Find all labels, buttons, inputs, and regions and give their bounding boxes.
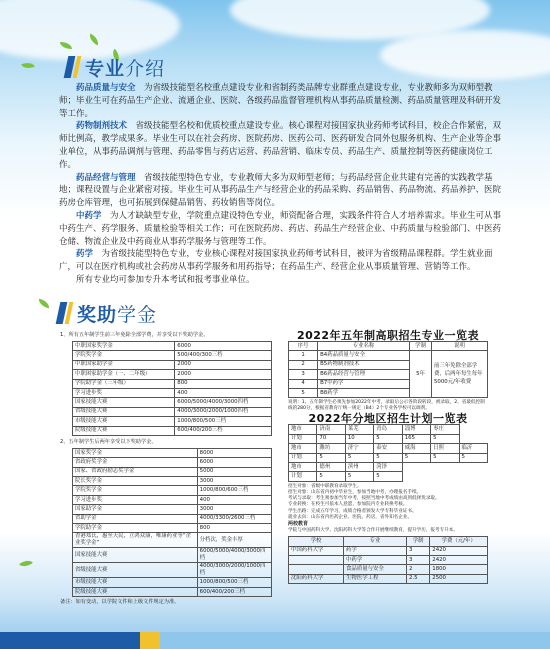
major-paragraph: 药品经营与管理 省级技能型特色专业，专业教师大多为双师型老师；与药品经营企业共建有完善的实践教学基地；课程设置与企业紧密对接。毕业生可从事药品生产与经营企业的药品采购、药品销售、药品物流、药品养护、医院药房仓库管理，也可拓展到保健品销售、药妆销售等岗位。 <box>59 172 502 209</box>
scholarship-table-1 <box>72 341 272 436</box>
table-row <box>289 472 488 481</box>
table-cell: 5 <box>374 453 402 462</box>
table-cell: 800 <box>197 524 271 533</box>
table-cell: 济宁 <box>345 444 373 453</box>
table-cell: B6药品经营与管理 <box>318 370 410 379</box>
table-cell: 学习进步奖 <box>73 495 198 504</box>
table-cell: 1000/800/500三档 <box>197 578 271 587</box>
table-cell: 中国药科大学 <box>289 546 344 555</box>
table-cell: 5 <box>431 453 459 462</box>
table-cell: 4000/3000/2000/1000四档 <box>175 407 272 416</box>
table-cell: 市级技能大赛 <box>73 417 175 426</box>
table-cell: 5 <box>289 388 318 397</box>
region-note: 专业转换：在校生可依本人意愿，参加院内专业转换考核。 <box>288 502 408 508</box>
table-row <box>73 563 272 578</box>
table-cell: 省助学金 <box>73 514 198 523</box>
table-cell: 学院助学金（三年级） <box>73 379 175 388</box>
plan-title: 2022年五年制高职招生专业一览表 <box>296 329 480 342</box>
cloud-decoration <box>380 30 550 80</box>
table-cell: 中职国家助学金 <box>73 360 175 369</box>
table-cell: 沈阳药科大学 <box>289 574 344 583</box>
table-cell: 中职困家助学金（一、二年级） <box>73 370 175 379</box>
table-cell: 6000 <box>175 342 272 351</box>
region-note: 招生对象：山东省内初中毕业生，参加当地中考，办理报名手续。 <box>288 489 422 495</box>
table-row <box>73 351 272 360</box>
table-cell: 省政府奖学金 <box>73 458 198 467</box>
region-note: 招生对象：省级中职教育录取学生。 <box>288 483 362 489</box>
table-cell: 500/400/300三档 <box>175 351 272 360</box>
table-row <box>73 467 272 476</box>
table-cell: 菏泽 <box>374 462 402 471</box>
region-note: 就业去向：山东省内医药企业、医院、药店，省外知名企业。 <box>288 514 413 520</box>
table-cell: 国家助学金 <box>73 505 198 514</box>
table-cell: 计划 <box>289 453 317 462</box>
table-cell: 3000 <box>197 505 271 514</box>
table-row <box>73 448 272 457</box>
table-cell: 省级技能大赛 <box>73 407 175 416</box>
enrollment-panel <box>288 329 488 584</box>
table-cell: 5 <box>374 434 402 443</box>
scholarship-section-2-title: 2、五年制学生后两年享受以下奖助学金。 <box>60 438 157 445</box>
table-cell: 10 <box>345 434 373 443</box>
region-title: 2022年分地区招生计划一览表 <box>308 412 468 426</box>
table-cell: 潍坊 <box>317 444 345 453</box>
table-cell: 莱芜 <box>345 425 373 434</box>
table-header: 说明 <box>432 342 488 351</box>
table-row <box>73 505 272 514</box>
table-cell: 2420 <box>430 546 488 555</box>
table-cell: 4000/3300/2600三档 <box>197 514 271 523</box>
table-cell: 70 <box>317 434 345 443</box>
table-row <box>73 578 272 587</box>
majors-intro <box>59 82 505 287</box>
table-cell: 院级技能大赛 <box>73 587 198 596</box>
table-cell: 临沂 <box>459 444 487 453</box>
table-row <box>289 565 488 574</box>
table-row <box>73 379 272 388</box>
table-row <box>73 587 272 596</box>
table-row <box>73 388 272 397</box>
table-cell: 地市 <box>289 425 317 434</box>
table-cell: 国家、省政府励志奖学金 <box>73 467 198 476</box>
table-row <box>73 495 272 504</box>
table-cell: 泰安 <box>374 444 402 453</box>
region-note: 考试与录取：考生须参加当年中考，按照当地中考成绩由高到低择优录取。 <box>288 496 440 502</box>
table-cell: 5 <box>374 472 402 481</box>
table-cell: 学习进步奖 <box>73 388 175 397</box>
leaf-decoration <box>21 60 35 71</box>
table-header: 专业名称 <box>318 342 410 351</box>
majors-footer: 所有专业均可参加专升本考试和报考事业单位。 <box>76 274 255 285</box>
table-cell: 1800 <box>430 565 488 574</box>
table-cell: 国家技能大赛 <box>73 548 198 563</box>
table-cell <box>289 565 344 574</box>
table-cell: 3 <box>407 546 430 555</box>
table-row <box>73 548 272 563</box>
table-cell: 6000/5000/4000/3000四档 <box>175 398 272 407</box>
table-header: 序号 <box>289 342 318 351</box>
table-cell: 香港郑氏，惠至天民，立鸿众康，唯康药业等“企业奖学金” <box>73 533 198 548</box>
table-cell: 国家奖学金 <box>73 448 198 457</box>
cloud-decoration <box>0 0 180 60</box>
sub-text: 学院与中国药科大学、沈阳药科大学等合作开展继续教育，提升学历，报考专升本。 <box>288 527 458 533</box>
major-paragraph: 药学 为省级技能型特色专业，专业核心课程对接国家执业药师考试科目，被评为省级精品课程群。学生就业面广，可以在医疗机构或社会药房从事药学服务和用药指导；在药品生产、经营企业从事质量管理、营销等工作。 <box>59 249 493 273</box>
table-cell: 3 <box>407 555 430 564</box>
table-row <box>73 398 272 407</box>
table-cell: 400 <box>197 495 271 504</box>
table-cell: 生物医学工程 <box>344 574 407 583</box>
table-cell: 6000/5000/4000/3000四档 <box>197 548 271 563</box>
table-row <box>73 533 272 548</box>
table-row <box>73 417 272 426</box>
table-header: 专业 <box>344 537 407 546</box>
table-cell: 国家技能大赛 <box>73 398 175 407</box>
plan-duration: 5年 <box>410 351 432 398</box>
table-cell: 2420 <box>430 555 488 564</box>
table-cell: 院级技能大赛 <box>73 426 175 435</box>
table-row <box>289 555 488 564</box>
section-title: 专业介绍 <box>85 57 166 80</box>
table-cell: 3000 <box>197 477 271 486</box>
table-cell: 1000/800/600三档 <box>197 486 271 495</box>
table-cell: 400 <box>175 388 272 397</box>
table-cell: B7中药学 <box>318 379 410 388</box>
table-row <box>289 342 488 351</box>
table-cell: 2000 <box>175 370 272 379</box>
table-cell: 5 <box>317 472 345 481</box>
table-cell: 5 <box>459 453 487 462</box>
table-cell: 枣庄 <box>431 425 459 434</box>
table-row <box>73 370 272 379</box>
table-cell: 5 <box>345 472 373 481</box>
table-cell: 威海 <box>402 444 430 453</box>
table-cell: 地市 <box>289 462 317 471</box>
plan-desc: 前三年免除全部学费，后两年每生每年5000元/年收费 <box>432 351 488 398</box>
table-cell: 3 <box>289 370 318 379</box>
table-cell: 滨州 <box>345 462 373 471</box>
table-cell: 800 <box>175 379 272 388</box>
plan-note: 说明：1、五年制学生必须先参加2022年中考，录取后公示各阶段转段，被录取。2、省最低控制线的280分，根据省教育厅统一规定（B4）2个专业各学校可以调剂。 <box>288 400 485 412</box>
section-header-scholarship <box>58 300 157 326</box>
table-header: 学费（元/年） <box>430 537 488 546</box>
table-cell: 分档次，奖金丰厚 <box>197 533 271 548</box>
region-notes <box>288 484 488 521</box>
table-row <box>289 574 488 583</box>
table-cell: 省级技能大赛 <box>73 563 198 578</box>
table-cell: 学院助学金 <box>73 524 198 533</box>
table-row <box>73 360 272 369</box>
table-cell: 8000 <box>197 448 271 457</box>
table-header: 学校 <box>289 537 344 546</box>
table-cell: 院长奖学金 <box>73 477 198 486</box>
scholarship-panel <box>60 332 278 606</box>
table-header: 学制 <box>410 342 432 351</box>
table-cell: 6000 <box>197 458 271 467</box>
table-row <box>73 514 272 523</box>
leaf-decoration <box>19 557 33 570</box>
region-table <box>288 424 488 481</box>
table-row <box>289 462 488 471</box>
table-cell: 计划 <box>289 472 317 481</box>
table-cell: 中药学 <box>344 555 407 564</box>
leaf-decoration <box>37 299 50 309</box>
table-cell <box>289 555 344 564</box>
bottom-color-strip <box>0 632 550 649</box>
university-table <box>288 536 488 584</box>
table-cell: B5药物制剂技术 <box>318 360 410 369</box>
table-cell: 1000/800/500三档 <box>175 417 272 426</box>
table-cell: 2 <box>407 565 430 574</box>
major-paragraph: 中药学 为人才缺缺型专业，学院重点建设特色专业，师资配备合理，实践条件符合人才培养需求。毕业生可从事中药生产、药学服务、质量检验等相关工作；可在医院药房、药店、药品生产经营企业、中药质量与检验部门、中医药仓储、物流企业及中药商业从事药学服务与管理等工作。 <box>59 210 502 247</box>
table-row <box>289 425 488 434</box>
table-cell: 日照 <box>431 444 459 453</box>
table-cell: 计划 <box>289 434 317 443</box>
table-row <box>289 453 488 462</box>
table-cell: 学院奖学金 <box>73 486 198 495</box>
table-row <box>73 407 272 416</box>
table-cell: 165 <box>402 434 430 443</box>
table-row <box>289 351 488 360</box>
table-cell: 5000 <box>197 467 271 476</box>
table-cell: 学院奖学金 <box>73 351 175 360</box>
plan-table <box>288 341 488 398</box>
table-cell: 地市 <box>289 444 317 453</box>
major-paragraph: 药品质量与安全 为省级技能型名校重点建设专业和省制药类品牌专业群重点建设专业，专业教师多为双师型教师；毕业生可在药品生产企业、流通企业、医院、各级药品监督管理机构从事药品质量检测、药品质量管理及科研开发等工作。 <box>59 83 502 119</box>
scholarship-table-2 <box>72 448 272 597</box>
table-cell: 2000 <box>175 360 272 369</box>
table-row <box>289 444 488 453</box>
table-cell: 4000/3000/2000/1000四档 <box>197 563 271 578</box>
scholarship-section-1-title: 1、所有五年制学生前三年免除全部学费，并享受以下奖助学金。 <box>60 332 209 338</box>
table-row <box>73 426 272 435</box>
table-cell: 600/400/200三档 <box>197 587 271 596</box>
table-cell: 5 <box>345 453 373 462</box>
table-cell: 济南 <box>317 425 345 434</box>
scholarship-note: 备注：如有变动，以学院文件和上级文件规定为准。 <box>60 599 180 606</box>
section-header-majors <box>66 54 165 80</box>
table-row <box>289 434 488 443</box>
table-row <box>289 546 488 555</box>
table-row <box>73 477 272 486</box>
major-paragraph: 药物制剂技术 省级技能型名校和优质校重点建设专业。核心课程对接国家执业药师考试科目，校企合作紧密，双师比例高，教学成果多。毕业生可以在社会药房、医院药房、医药公司、医药研发合同外包服务机构、生产企业等企事业单位，从事药品调剂与管理、药品零售与药店运营、药品营销、临床专员、药品生产、质量控制等医药健康岗位工作。 <box>59 121 502 170</box>
table-row <box>289 537 488 546</box>
table-cell: 中职国家奖学金 <box>73 342 175 351</box>
sub-title: 两校教育 <box>288 520 309 527</box>
table-cell: 4 <box>289 379 318 388</box>
table-cell: B4药品质量与安全 <box>318 351 410 360</box>
table-row <box>73 342 272 351</box>
table-cell: 青岛 <box>374 425 402 434</box>
table-cell: 德州 <box>317 462 345 471</box>
table-cell: 2 <box>289 360 318 369</box>
table-cell: 市级技能大赛 <box>73 578 198 587</box>
region-note: 学生出路：完成五年学习，成绩合格者颁发大学专科毕业证书。 <box>288 508 417 514</box>
table-cell: 药学 <box>344 546 407 555</box>
table-cell: 2.5 <box>407 574 430 583</box>
table-row <box>73 458 272 467</box>
table-cell: 食品质量与安全 <box>344 565 407 574</box>
table-header: 学制 <box>407 537 430 546</box>
table-row <box>73 524 272 533</box>
section-title: 奖助学金 <box>77 303 158 326</box>
table-cell: 1 <box>289 351 318 360</box>
table-cell: 淄博 <box>402 425 430 434</box>
table-cell: 5 <box>317 453 345 462</box>
table-cell: 5 <box>402 453 430 462</box>
table-cell: B8药学 <box>318 388 410 397</box>
table-cell: 2500 <box>430 574 488 583</box>
table-cell: 600/400/200三档 <box>175 426 272 435</box>
table-cell: 5 <box>431 434 459 443</box>
table-row <box>73 486 272 495</box>
